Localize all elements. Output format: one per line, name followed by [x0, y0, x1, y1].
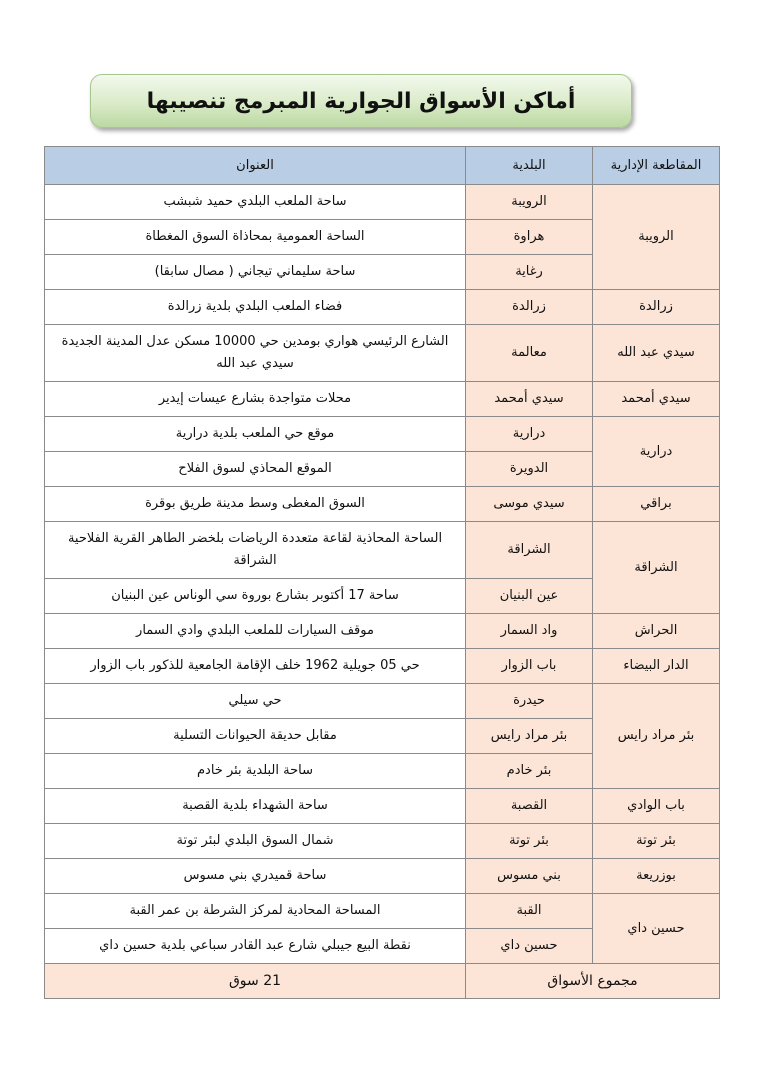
table-row: [45, 649, 720, 684]
address-cell: فضاء الملعب البلدي بلدية زرالدة: [45, 290, 466, 325]
municipality-cell: باب الزوار: [466, 649, 593, 684]
address-cell: موقف السيارات للملعب البلدي وادي السمار: [45, 614, 466, 649]
address-cell: المساحة المحادية لمركز الشرطة بن عمر القبة: [45, 894, 466, 929]
table-row: [45, 185, 720, 220]
municipality-cell: بئر توتة: [466, 824, 593, 859]
region-cell: سيدي عبد الله: [593, 325, 720, 382]
address-cell: حي 05 جويلية 1962 خلف الإقامة الجامعية للذكور باب الزوار: [45, 649, 466, 684]
markets-table: [44, 146, 720, 999]
municipality-cell: القصبة: [466, 789, 593, 824]
address-cell: مقابل حديقة الحيوانات التسلية: [45, 719, 466, 754]
region-cell: بوزريعة: [593, 859, 720, 894]
total-value: 21 سوق: [45, 964, 466, 999]
municipality-cell: سيدي أمحمد: [466, 382, 593, 417]
page-title: أماكن الأسواق الجوارية المبرمج تنصيبها: [146, 88, 576, 114]
municipality-cell: رغاية: [466, 255, 593, 290]
total-row: [45, 964, 720, 999]
address-cell: ساحة الشهداء بلدية القصبة: [45, 789, 466, 824]
title-banner: [90, 74, 632, 128]
region-cell: الحراش: [593, 614, 720, 649]
table-row: [45, 290, 720, 325]
address-cell: ساحة البلدية بئر خادم: [45, 754, 466, 789]
region-cell: باب الوادي: [593, 789, 720, 824]
address-cell: موقع حي الملعب بلدية درارية: [45, 417, 466, 452]
address-cell: الموقع المحاذي لسوق الفلاح: [45, 452, 466, 487]
table-row: [45, 684, 720, 719]
table-row: [45, 325, 720, 382]
region-cell: بئر توتة: [593, 824, 720, 859]
municipality-cell: عين البنيان: [466, 579, 593, 614]
address-cell: محلات متواجدة بشارع عيسات إيدير: [45, 382, 466, 417]
municipality-cell: حيدرة: [466, 684, 593, 719]
municipality-cell: بئر مراد رايس: [466, 719, 593, 754]
region-cell: سيدي أمحمد: [593, 382, 720, 417]
region-cell: الدار البيضاء: [593, 649, 720, 684]
header-address: العنوان: [45, 147, 466, 185]
address-cell: ساحة 17 أكتوبر بشارع بوروة سي الوناس عين البنيان: [45, 579, 466, 614]
municipality-cell: واد السمار: [466, 614, 593, 649]
region-cell: حسين داي: [593, 894, 720, 964]
address-cell: الساحة المحاذية لقاعة متعددة الرياضات بلخضر الطاهر القرية الفلاحية الشراقة: [45, 522, 466, 579]
address-cell: شمال السوق البلدي لبئر توتة: [45, 824, 466, 859]
municipality-cell: بئر خادم: [466, 754, 593, 789]
header-row: [45, 147, 720, 185]
address-cell: ساحة قميدري بني مسوس: [45, 859, 466, 894]
table-row: [45, 789, 720, 824]
municipality-cell: الدويرة: [466, 452, 593, 487]
municipality-cell: درارية: [466, 417, 593, 452]
municipality-cell: معالمة: [466, 325, 593, 382]
address-cell: ساحة الملعب البلدي حميد شبشب: [45, 185, 466, 220]
municipality-cell: القبة: [466, 894, 593, 929]
address-cell: حي سيلي: [45, 684, 466, 719]
table-row: [45, 487, 720, 522]
address-cell: الشارع الرئيسي هواري بومدين حي 10000 مسكن عدل المدينة الجديدة سيدي عبد الله: [45, 325, 466, 382]
municipality-cell: بني مسوس: [466, 859, 593, 894]
header-region: المقاطعة الإدارية: [593, 147, 720, 185]
table-row: [45, 417, 720, 452]
address-cell: ساحة سليماني تيجاني ( مصال سابقا): [45, 255, 466, 290]
region-cell: الشراقة: [593, 522, 720, 614]
table-row: [45, 894, 720, 929]
table-row: [45, 859, 720, 894]
address-cell: الساحة العمومية بمحاذاة السوق المغطاة: [45, 220, 466, 255]
address-cell: السوق المغطى وسط مدينة طريق بوقرة: [45, 487, 466, 522]
table-row: [45, 614, 720, 649]
table-row: [45, 824, 720, 859]
region-cell: الرويبة: [593, 185, 720, 290]
municipality-cell: الرويبة: [466, 185, 593, 220]
region-cell: زرالدة: [593, 290, 720, 325]
table-row: [45, 522, 720, 579]
region-cell: درارية: [593, 417, 720, 487]
municipality-cell: حسين داي: [466, 929, 593, 964]
region-cell: براقي: [593, 487, 720, 522]
total-label: مجموع الأسواق: [466, 964, 720, 999]
address-cell: نقطة البيع جيبلي شارع عبد القادر سباعي بلدية حسين داي: [45, 929, 466, 964]
municipality-cell: هراوة: [466, 220, 593, 255]
municipality-cell: سيدي موسى: [466, 487, 593, 522]
region-cell: بئر مراد رايس: [593, 684, 720, 789]
municipality-cell: زرالدة: [466, 290, 593, 325]
header-municipality: البلدية: [466, 147, 593, 185]
municipality-cell: الشراقة: [466, 522, 593, 579]
table-row: [45, 382, 720, 417]
